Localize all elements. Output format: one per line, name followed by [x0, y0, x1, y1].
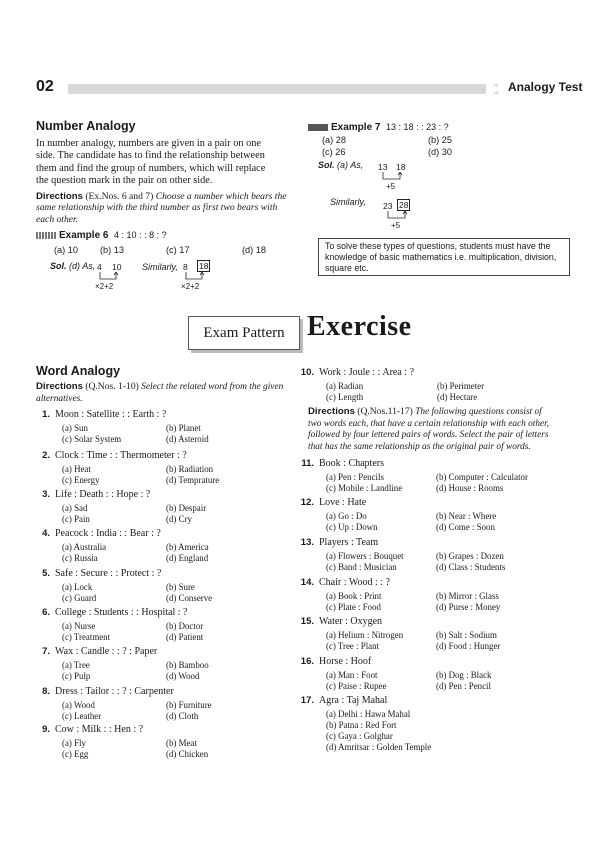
question-text: Work : Joule : : Area : ?: [319, 367, 415, 378]
option-item[interactable]: (a) Go : Do: [326, 511, 367, 521]
directions-text: each other.: [36, 213, 79, 225]
example-marker-icon: [308, 124, 328, 131]
question-text: Wax : Candle : : ? : Paper: [55, 646, 158, 657]
option-item[interactable]: (d) House : Rooms: [436, 483, 504, 493]
option-item[interactable]: (b) Grapes : Dozen: [436, 551, 504, 561]
question-number: 8.: [42, 686, 50, 697]
directions-text: alternatives.: [36, 393, 83, 404]
option-item[interactable]: (c) Pain: [62, 514, 90, 524]
option-item[interactable]: (a) Lock: [62, 582, 93, 592]
solution-answer: (d) As,: [69, 261, 96, 271]
directions-text: same relationship with the third number as first two bears with: [36, 202, 278, 214]
option-item[interactable]: (c) Energy: [62, 475, 100, 485]
option-item[interactable]: (d) Pen : Pencil: [436, 681, 491, 691]
option-item[interactable]: (b) Sure: [166, 582, 195, 592]
question-text: Horse : Hoof: [319, 656, 372, 667]
directions-label: Directions: [308, 406, 355, 417]
option-item[interactable]: (d) Chicken: [166, 749, 209, 759]
running-title: Analogy Test: [508, 80, 583, 94]
option-item[interactable]: (c) Gaya : Golghar: [326, 731, 393, 741]
option-item[interactable]: (b) Computer : Calculator: [436, 472, 528, 482]
question-item: [300, 497, 366, 508]
example-label: Example 6: [59, 230, 109, 241]
option-item[interactable]: (a) Sun: [62, 423, 88, 433]
example6-op1: ×2+2: [95, 282, 114, 291]
question-number: 3.: [42, 489, 50, 500]
question-number: 1.: [42, 409, 50, 420]
option-item[interactable]: (a) Sad: [62, 503, 88, 513]
question-text: Book : Chapters: [319, 458, 384, 469]
directions-text: Choose a number which bears the: [155, 190, 287, 202]
option-item[interactable]: (d) Cloth: [166, 711, 199, 721]
intro-line: them and find the group of numbers, which will replace: [36, 162, 266, 174]
option-item[interactable]: (d) Patient: [166, 632, 204, 642]
number-directions: [36, 190, 287, 226]
question-item: [300, 695, 387, 706]
question-item: [36, 646, 157, 657]
question-text: Moon : Satellite : : Earth : ?: [55, 409, 167, 420]
option-item[interactable]: (c) Plate : Food: [326, 602, 381, 612]
question-number: 7.: [42, 646, 50, 657]
option-item[interactable]: (c) Up : Down: [326, 522, 378, 532]
option-item[interactable]: (a) Pen : Pencils: [326, 472, 384, 482]
option-item[interactable]: (a) Wood: [62, 700, 95, 710]
question-item: [36, 724, 143, 735]
option-item[interactable]: (a) Helium : Nitrogen: [326, 630, 404, 640]
question-item: [300, 656, 371, 667]
directions-label: Directions: [36, 381, 83, 392]
note-box: To solve these types of questions, students must have the knowledge of basic mathematics i.e. multiplication, division, square etc.: [318, 238, 570, 276]
option-item[interactable]: (b) America: [166, 542, 209, 552]
question-number: 16.: [300, 656, 314, 667]
question-item: [36, 489, 150, 500]
option-item[interactable]: (b) Planet: [166, 423, 201, 433]
option-item[interactable]: (b) Furniture: [166, 700, 212, 710]
example7-n2: 18: [396, 162, 406, 172]
number-analogy-intro: [36, 138, 266, 188]
question-item: [36, 450, 187, 461]
example-marker-icon: [36, 232, 56, 239]
option-item[interactable]: (c) Mobile : Landline: [326, 483, 403, 493]
option-item[interactable]: (a) Flowers : Bouquet: [326, 551, 404, 561]
intro-line: side. The candidate has to find the relationship between: [36, 150, 265, 162]
question-number: 15.: [300, 616, 314, 627]
option-item[interactable]: (a) Man : Foot: [326, 670, 378, 680]
option-item[interactable]: (d) England: [166, 553, 209, 563]
option-item[interactable]: (d) Amritsar : Golden Temple: [326, 742, 432, 752]
question-item: [300, 458, 384, 469]
question-item: [36, 528, 161, 539]
option-item[interactable]: (c) Pulp: [62, 671, 91, 681]
directions-text: that has the same relationship as the original pair of words.: [308, 441, 531, 452]
example-label: Example 7: [331, 122, 381, 133]
example7-option: (c) 26: [322, 147, 346, 157]
question-item: [36, 607, 188, 618]
word-directions: [36, 381, 296, 405]
option-item[interactable]: (c) Guard: [62, 593, 97, 603]
directions-range: (Q.Nos.11-17): [357, 406, 413, 417]
directions-text: two words each, that have a certain relationship with each other,: [308, 418, 550, 429]
option-item[interactable]: (b) Meat: [166, 738, 197, 748]
question-number: 5.: [42, 568, 50, 579]
example7-m2-boxed: 28: [399, 200, 409, 210]
option-item[interactable]: (a) Nurse: [62, 621, 96, 631]
option-item[interactable]: (c) Length: [326, 392, 364, 402]
question-text: Chair : Wood : : ?: [319, 577, 390, 588]
exam-pattern-tag: Exam Pattern: [188, 316, 300, 350]
option-item[interactable]: (b) Near : Where: [436, 511, 497, 521]
word-analogy-heading: Word Analogy: [36, 364, 121, 378]
question-text: Safe : Secure : : Protect : ?: [55, 568, 162, 579]
option-item[interactable]: (c) Band : Musician: [326, 562, 397, 572]
example6-op2: ×2+2: [181, 282, 200, 291]
question-item: [36, 686, 174, 697]
directions-text: followed by four lettered pairs of words. Select the pair of letters: [308, 430, 549, 441]
intro-line: the question mark in the pair on other side.: [36, 175, 213, 187]
option-item[interactable]: (b) Bamboo: [166, 660, 209, 670]
question-item: [36, 568, 161, 579]
option-item[interactable]: (a) Delhi : Hawa Mahal: [326, 709, 411, 719]
directions-text: The following questions consist of: [415, 407, 542, 417]
option-item[interactable]: (b) Dog : Black: [436, 670, 492, 680]
option-item[interactable]: (c) Treatment: [62, 632, 111, 642]
example6-n1: 4: [97, 262, 102, 272]
example7-solution: [318, 160, 363, 170]
example6-option: (c) 17: [166, 245, 190, 255]
word-analogy-section: [36, 364, 296, 405]
analogy-pair-directions: [308, 406, 583, 453]
directions-label: Directions: [36, 190, 83, 202]
option-item[interactable]: (a) Book : Print: [326, 591, 382, 601]
option-item[interactable]: (a) Fly: [62, 738, 86, 748]
option-item[interactable]: (d) Asteroid: [166, 434, 209, 444]
option-item[interactable]: (c) Solar System: [62, 434, 122, 444]
header-rule: [68, 84, 498, 94]
question-text: Love : Hate: [319, 497, 367, 508]
question-number: 14.: [300, 577, 314, 588]
option-item[interactable]: (a) Australia: [62, 542, 107, 552]
question-text: Life : Death : : Hope : ?: [55, 489, 151, 500]
question-number: 6.: [42, 607, 50, 618]
option-item[interactable]: (c) Tree : Plant: [326, 641, 379, 651]
solution-label: Sol.: [318, 160, 335, 170]
example6-m1: 8: [183, 262, 188, 272]
similarly-label: Similarly,: [142, 262, 178, 272]
option-item[interactable]: (b) Perimeter: [437, 381, 485, 391]
option-item[interactable]: (b) Salt : Sodium: [436, 630, 497, 640]
question-item: [36, 409, 166, 420]
question-item: [300, 367, 414, 378]
question-number: 9.: [42, 724, 50, 735]
example7-heading: [308, 122, 449, 133]
question-number: 2.: [42, 450, 50, 461]
question-text: Cow : Milk : : Hen : ?: [55, 724, 144, 735]
example7-option: (d) 30: [428, 147, 453, 157]
example6-option: (d) 18: [242, 245, 267, 255]
option-item[interactable]: (a) Heat: [62, 464, 91, 474]
example6-m2-boxed: 18: [199, 261, 209, 271]
solution-label: Sol.: [50, 261, 67, 271]
option-item[interactable]: (b) Mirror : Glass: [436, 591, 499, 601]
solution-answer: (a) As,: [337, 160, 364, 170]
question-number: 4.: [42, 528, 50, 539]
example7-op1: +5: [386, 182, 396, 191]
example6-n2: 10: [112, 262, 122, 272]
example-question: 4 : 10 : : 8 : ?: [114, 230, 167, 240]
question-number: 13.: [300, 537, 314, 548]
option-item[interactable]: (c) Leather: [62, 711, 102, 721]
option-item[interactable]: (b) Patna : Red Fort: [326, 720, 397, 730]
option-item[interactable]: (c) Paise : Rupee: [326, 681, 387, 691]
option-item[interactable]: (a) Tree: [62, 660, 90, 670]
option-item[interactable]: (b) Radiation: [166, 464, 214, 474]
option-item[interactable]: (d) Purse : Money: [436, 602, 501, 612]
example6-option: (b) 13: [100, 245, 125, 255]
question-text: College : Students : : Hospital : ?: [55, 607, 188, 618]
option-item[interactable]: (d) Temprature: [166, 475, 220, 485]
question-item: [300, 577, 390, 588]
example6-option: (a) 10: [54, 245, 79, 255]
question-text: Agra : Taj Mahal: [319, 695, 388, 706]
number-analogy-heading: Number Analogy: [36, 119, 136, 133]
option-item[interactable]: (b) Doctor: [166, 621, 204, 631]
header-notch: [486, 79, 500, 99]
exercise-heading: Exercise: [307, 311, 412, 342]
question-number: 17.: [300, 695, 314, 706]
example-question: 13 : 18 : : 23 : ?: [386, 122, 449, 132]
question-number: 10.: [300, 367, 314, 378]
intro-line: In number analogy, numbers are given in a pair on one: [36, 138, 261, 149]
question-text: Players : Team: [319, 537, 379, 548]
example7-m1: 23: [383, 201, 393, 211]
option-item[interactable]: (d) Wood: [166, 671, 200, 681]
option-item[interactable]: (c) Egg: [62, 749, 89, 759]
example7-n1: 13: [378, 162, 388, 172]
option-item[interactable]: (c) Russia: [62, 553, 98, 563]
question-text: Clock : Time : : Thermometer : ?: [55, 450, 187, 461]
question-number: 11.: [301, 458, 314, 469]
option-item[interactable]: (d) Cry: [166, 514, 192, 524]
example7-option: (a) 28: [322, 135, 347, 145]
option-item[interactable]: (a) Radian: [326, 381, 364, 391]
option-item[interactable]: (d) Class : Students: [436, 562, 506, 572]
example7-op2: +5: [391, 221, 401, 230]
directions-range: (Ex.Nos. 6 and 7): [85, 190, 154, 202]
question-text: Dress : Tailor : : ? : Carpenter: [55, 686, 174, 697]
question-item: [300, 616, 382, 627]
question-item: [300, 537, 378, 548]
directions-text: Select the related word from the given: [141, 382, 284, 392]
option-item[interactable]: (d) Conserve: [166, 593, 213, 603]
option-item[interactable]: (d) Hectare: [437, 392, 478, 402]
option-item[interactable]: (b) Despair: [166, 503, 207, 513]
directions-range: (Q.Nos. 1-10): [85, 381, 139, 392]
option-item[interactable]: (d) Come : Soon: [436, 522, 495, 532]
option-item[interactable]: (d) Food : Hunger: [436, 641, 501, 651]
question-text: Water : Oxygen: [319, 616, 383, 627]
example7-option: (b) 25: [428, 135, 453, 145]
example6-heading: [36, 230, 167, 241]
example6-solution: [50, 261, 95, 271]
question-number: 12.: [300, 497, 314, 508]
similarly-label: Similarly,: [330, 197, 366, 207]
page-number: 02: [36, 78, 54, 95]
number-analogy-section: [36, 119, 287, 225]
question-text: Peacock : India : : Bear : ?: [55, 528, 161, 539]
